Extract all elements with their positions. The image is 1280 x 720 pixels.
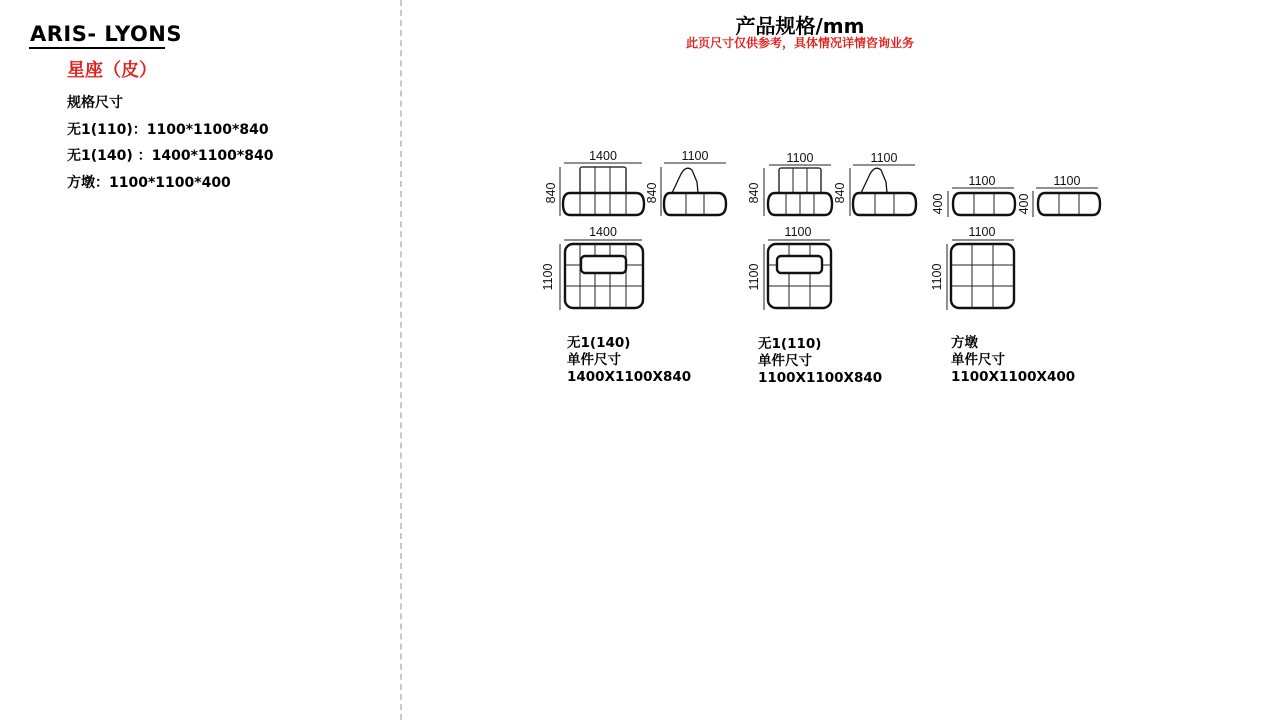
dim-top-width: 1400	[589, 225, 617, 239]
brand-name: ARIS- LYONS	[30, 22, 183, 46]
dim-front-height: 840	[747, 182, 761, 204]
spec-line: 方墩：1100*1100*400	[67, 174, 231, 191]
product-caption	[567, 335, 691, 386]
dim-side-height: 400	[1017, 193, 1031, 215]
spec-heading: 规格尺寸	[67, 95, 123, 111]
spec-line: 无1(140) ：1400*1100*840	[67, 148, 274, 164]
dim-front-width: 1100	[968, 174, 996, 188]
top-view	[930, 225, 1014, 310]
caption-label: 单件尺寸	[951, 352, 1005, 368]
caption-model: 无1(110)	[758, 336, 822, 352]
caption-size: 1100X1100X840	[758, 370, 883, 386]
dim-side-width: 1100	[681, 149, 709, 163]
top-view	[747, 225, 831, 310]
front-view	[747, 151, 832, 216]
side-view	[833, 151, 916, 216]
product-110-drawings	[747, 151, 916, 310]
dim-side-width: 1100	[1053, 174, 1081, 188]
ottoman-drawings	[930, 174, 1100, 310]
dim-side-height: 840	[833, 182, 847, 204]
side-view	[645, 149, 726, 216]
dim-side-height: 840	[645, 182, 659, 204]
dim-front-width: 1100	[786, 151, 814, 165]
series-name: 星座（皮）	[67, 60, 157, 81]
front-view	[931, 174, 1015, 217]
dim-front-width: 1400	[589, 149, 617, 163]
caption-size: 1100X1100X400	[951, 369, 1076, 385]
dim-top-depth: 1100	[930, 263, 944, 291]
caption-label: 单件尺寸	[567, 352, 621, 368]
page-title: 产品规格/mm	[735, 14, 865, 38]
spec-line: 无1(110)：1100*1100*840	[67, 121, 269, 138]
caption-label: 单件尺寸	[758, 353, 812, 369]
dim-top-depth: 1100	[747, 263, 761, 291]
dim-front-height: 840	[544, 182, 558, 204]
top-view	[541, 225, 643, 310]
product-caption	[951, 335, 1075, 386]
front-view	[544, 149, 644, 216]
dim-side-width: 1100	[870, 151, 898, 165]
caption-size: 1400X1100X840	[567, 369, 692, 385]
dim-top-width: 1100	[784, 225, 812, 239]
dim-top-depth: 1100	[541, 263, 555, 291]
disclaimer-note: 此页尺寸仅供参考，具体情况详情咨询业务	[685, 36, 914, 50]
caption-model: 方墩	[951, 335, 978, 351]
product-caption	[758, 336, 882, 387]
side-view	[1017, 174, 1100, 217]
dim-top-width: 1100	[968, 225, 996, 239]
product-140-drawings	[541, 149, 726, 310]
dim-front-height: 400	[931, 193, 945, 215]
caption-model: 无1(140)	[567, 335, 631, 351]
